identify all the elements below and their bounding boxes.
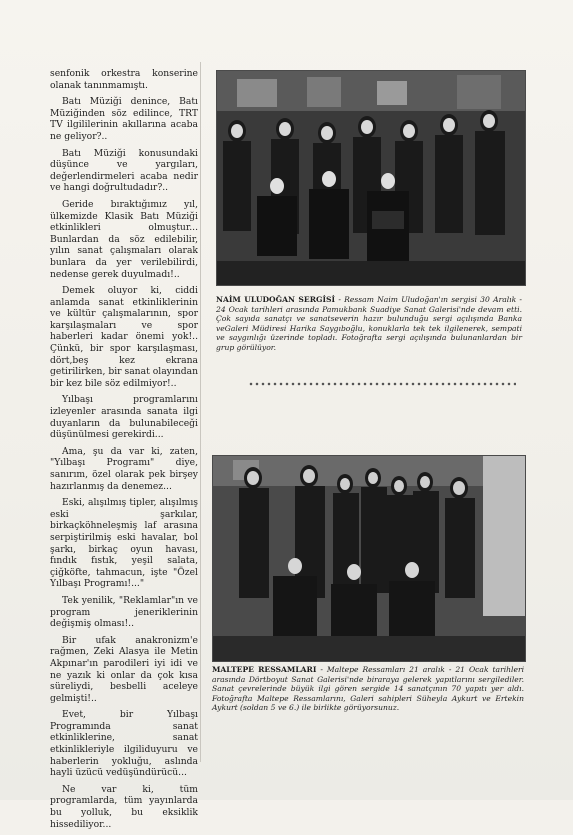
article-paragraph: Batı Müziği denince, Batı Müziğinden söz edilince, TRT TV ilgililerinin akıllarına acaba ne geliyor?..	[50, 96, 198, 142]
photo-caption-maltepe	[212, 665, 524, 713]
article-paragraph: Evet, bir Yılbaşı Programında sanat etkinliklerine, sanat etkinlikleriyle ilgiliduyuru ve haberlerin yokluğu, aslında hayli üzücü vedüşündürücü...	[50, 709, 198, 779]
caption-title: NAİM ULUDOĞAN SERGİSİ	[216, 295, 336, 304]
article-paragraph: Geride bıraktığımız yıl, ülkemizde Klasik Batı Müziği etkinlikleri olmuştur... Bunlardan da söz edilebilir, yılın sanat çalışmaları olarak bunlara da yer verilebilirdi, nedense gerek duyulmadı!..	[50, 198, 198, 280]
exhibition-group-photo	[216, 70, 526, 286]
article-paragraph: senfonik orkestra konserine olanak tanınmamıştı.	[50, 68, 198, 91]
article-paragraph: Bir ufak anakronizm'e rağmen, Zeki Alasya ile Metin Akpınar'ın parodileri iyi idi ve ne yazık ki onlar da çok kısa süreliydi, besbelli aceleye gelmişti!..	[50, 634, 198, 704]
article-paragraph: Demek oluyor ki, ciddi anlamda sanat etkinliklerinin ve kültür çalışmalarının, spor karşılaşmaları ve spor haberleri kadar önemi yok!.. Çünkü, bir spor karşılaşması, dört,beş kez ekrana getirilirken, bir sanat olayından bir kez bile söz edilmiyor!..	[50, 285, 198, 389]
caption-title: MALTEPE RESSAMLARI	[212, 665, 317, 674]
maltepe-painters-photo	[212, 455, 526, 662]
article-paragraph: Ne var ki, tüm programlarda, tüm yayınlarda bu yolluk, bu eksiklik hissediliyor...	[50, 783, 198, 830]
article-paragraph: Eski, alışılmış tipler, alışılmış eski şarkılar, birkaçköhneleşmiş laf arasına serpiştirilmiş eski havalar, bol şarkı, birkaç oyun havası, fındık fıstık, yeşil salata, çiğköfte, tahmacun, işte "Özel Yılbaşı Programı!..."	[50, 497, 198, 590]
article-paragraph: Yılbaşı programlarını izleyenler arasında sanata ilgi duyanların da bulunabileceği düşünülmesi gerekirdi...	[50, 394, 198, 441]
article-paragraph: Batı Müziği konusundaki düşünce ve yargıları, değerlendirmeleri acaba nedir ve hangi doğrultudadır?..	[50, 147, 198, 194]
photo-caption-exhibition	[216, 295, 522, 353]
column-divider	[200, 62, 201, 762]
article-paragraph: Tek yenilik, "Reklamlar"ın ve program jeneriklerinin değişmiş olması!..	[50, 594, 198, 630]
article-paragraph: Ama, şu da var ki, zaten, "Yılbaşı Programı" diye, sanırım, özel olarak pek birşey hazırlanmış da denemez...	[50, 445, 198, 492]
caption-text: - Maltepe Ressamları 21 aralık - 21 Ocak tarihleri arasında Dörtboyut Sanat Galerisi'nde biraraya gelerek yapıtlarını sergilediler. Sanat çevrelerinde büyük ilgi gören sergide 14 sanatçının 70 yapıtı yer aldı. Fotoğrafta Maltepe Ressamlarını, Galeri sahipleri Süheyla Aykurt ve Ertekin Aykurt (soldan 5 ve 6.) ile birlikte görüyorsunuz.	[212, 665, 524, 713]
article-column	[50, 68, 198, 835]
caption-text: - Ressam Naim Uludoğan'ın sergisi 30 Aralık - 24 Ocak tarihleri arasında Pamukbank Suadiye Sanat Galerisi'nde devam etti. Çok sayıda sanatçı ve sanatseverin hazır bulunduğu sergi açılışında Banka veGaleri Müdiresi Harika Saygıboğlu, konuklarla tek tek ilgilenerek, sempati ve saygınlığı üzerinde topladı. Fotoğrafta sergi açılışında bulunanlardan bir grup görülüyor.	[216, 295, 522, 352]
separator-dots	[248, 381, 516, 387]
